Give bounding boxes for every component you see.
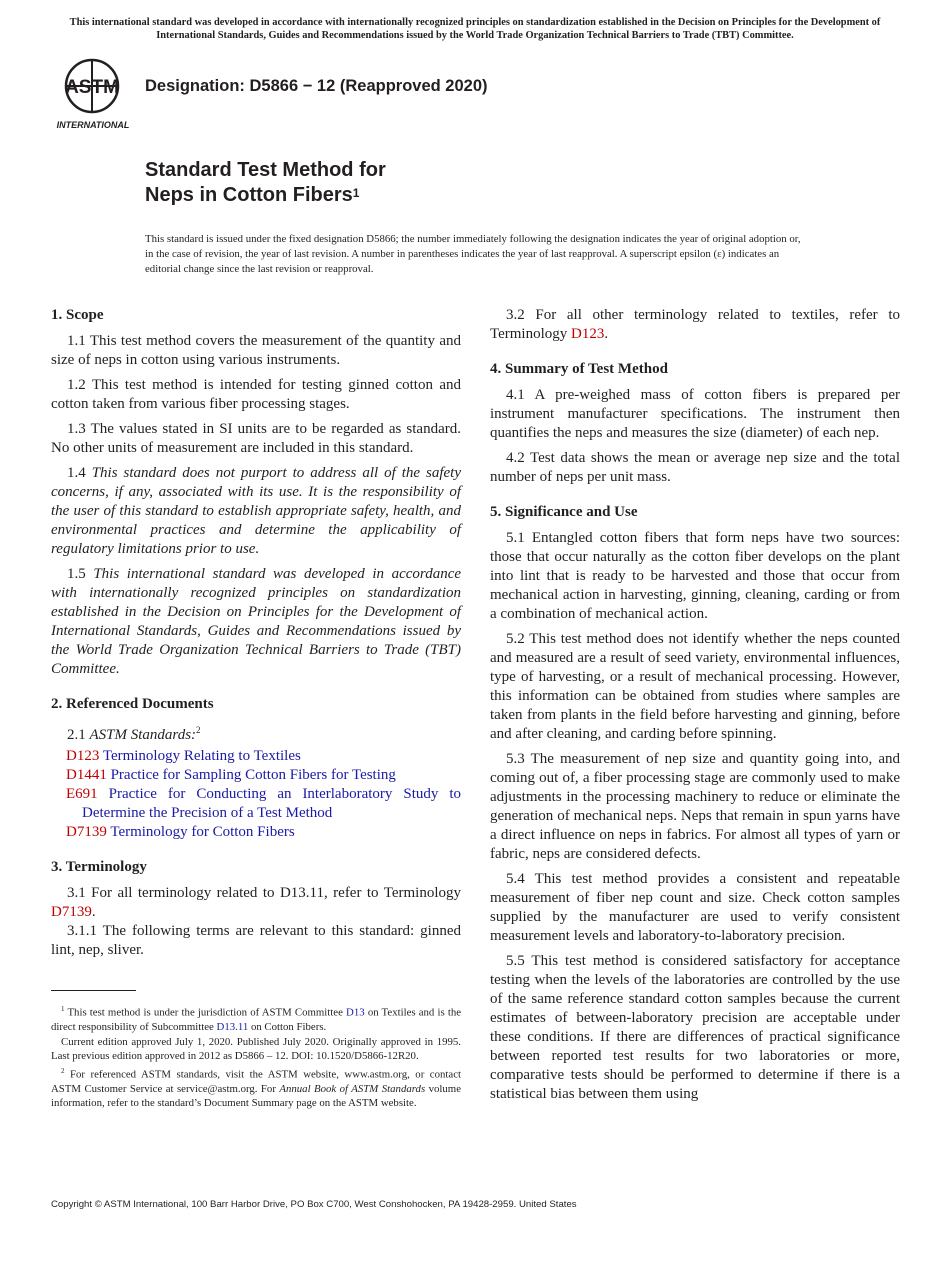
section-referenced-heading: 2. Referenced Documents (51, 696, 214, 712)
copyright-notice: Copyright © ASTM International, 100 Barr Harbor Drive, PO Box C700, West Conshohocken, PA 19428-2959. United States (51, 1199, 577, 1210)
document-title (145, 158, 386, 208)
footnote-divider (51, 990, 136, 991)
para-2-1-num: 2.1 (67, 727, 86, 743)
footnote-1-mark: 1 (61, 1005, 65, 1013)
title-line-2 (145, 183, 386, 208)
link-d123[interactable]: D123 (571, 326, 605, 342)
title-line-1: Standard Test Method for (145, 159, 386, 181)
para-1-4 (51, 464, 461, 559)
footnote-1-text-b: on Textiles and is the direct responsibility of Subcommittee (51, 1006, 462, 1034)
section-significance-heading: 5. Significance and Use (490, 504, 638, 520)
para-1-1: 1.1 This test method covers the measurement of the quantity and size of neps in cotton using various instruments. (51, 333, 461, 368)
para-5-3: 5.3 The measurement of nep size and quantity going into, and coming out of, a fiber processing stage are commonly used to make adjustments in the processing machinery to reduce or eliminate the generation of mechanical neps. Neps that remain in spun yarns have a direct influence on neps in fabrics. For almost all types of yarn or fabric, neps are considered defects. (490, 751, 900, 862)
link-d13-11[interactable]: D13.11 (216, 1021, 249, 1034)
footnote-1 (51, 1002, 461, 1035)
ref-title[interactable]: Terminology for Cotton Fibers (110, 824, 295, 840)
section-terminology-heading: 3. Terminology (51, 859, 147, 875)
para-2-1-sup: 2 (196, 725, 201, 735)
para-4-2: 4.2 Test data shows the mean or average nep size and the total number of neps per unit mass. (490, 450, 900, 485)
para-3-1-1: 3.1.1 The following terms are relevant to this standard: ginned lint, nep, sliver. (51, 923, 461, 958)
designation: Designation: D5866 − 12 (Reapproved 2020) (145, 77, 488, 95)
para-2-1-text: ASTM Standards: (89, 727, 197, 743)
para-1-3: 1.3 The values stated in SI units are to be regarded as standard. No other units of measurement are included in this standard. (51, 421, 461, 456)
ref-title[interactable]: Practice for Sampling Cotton Fibers for Testing (110, 767, 396, 783)
para-3-2: 3.2 For all other terminology related to textiles, refer to Terminology D123. (490, 307, 900, 342)
footnote-1-text-a: This test method is under the jurisdiction of ASTM Committee (67, 1006, 343, 1019)
ref-item[interactable] (51, 747, 461, 766)
footnotes (51, 1002, 461, 1111)
footnote-2-italic: Annual Book of ASTM Standards (279, 1082, 426, 1095)
para-5-2: 5.2 This test method does not identify whether the neps counted and measured are a result of seed variety, environmental influences, type of harvesting, or a result of mechanical processing. However, this information can be obtained from studies where samples are taken from plants in the field before harvesting and ginning, before and after cleaning, and carding before spinning. (490, 631, 900, 742)
link-d13[interactable]: D13 (346, 1006, 365, 1019)
para-1-2: 1.2 This test method is intended for testing ginned cotton and cotton taken from various fiber processing stages. (51, 377, 461, 412)
ref-item[interactable] (51, 766, 461, 785)
ref-title[interactable]: Practice for Conducting an Interlaboratory Study to Determine the Precision of a Test Method (82, 786, 461, 821)
ref-code[interactable]: D1441 (66, 767, 107, 783)
footnote-2 (51, 1064, 461, 1111)
title-footnote-mark: 1 (352, 186, 360, 200)
section-scope-heading: 1. Scope (51, 307, 104, 323)
para-1-4-text: This standard does not purport to address all of the safety concerns, if any, associated with its use. It is the responsibility of the user of this standard to establish appropriate safety, health, and environmental practices and determine the applicability of regulatory limitations prior to use. (51, 465, 462, 557)
logo-letters: ASTM (65, 77, 119, 98)
para-5-5: 5.5 This test method is considered satisfactory for acceptance testing when the levels of the laboratories are controlled by the use of the same reference standard cotton samples because the current estimates of between-laboratory precision are acceptable under these conditions. If there are differences of practical significance between reported test results for two laboratories or more, comparative tests should be performed to determine if there is a statistical bias between them using (490, 953, 900, 1102)
ref-code[interactable]: D7139 (66, 824, 107, 840)
left-column (51, 306, 461, 966)
para-2-1 (51, 721, 461, 745)
para-1-5-text: This international standard was developed in accordance with internationally recognized principles on standardization established in the Decision on Principles for the Development of International Standards, Guides and Recommendations issued by the World Trade Organization Technical Barriers to Trade (TBT) Committee. (51, 566, 462, 677)
para-4-1: 4.1 A pre-weighed mass of cotton fibers is prepared per instrument manufacturer specifications. The instrument then quantifies the neps and measures the size (diameter) of each nep. (490, 387, 900, 441)
para-3-2-text: 3.2 For all other terminology related to textiles, refer to Terminology (490, 307, 900, 342)
ref-code[interactable]: D123 (66, 748, 100, 764)
logo-label: INTERNATIONAL (56, 120, 130, 130)
para-1-5-num: 1.5 (67, 566, 86, 582)
footnote-2-mark: 2 (61, 1066, 65, 1075)
right-column (490, 306, 900, 1110)
para-5-1: 5.1 Entangled cotton fibers that form neps have two sources: those that occur naturally as the cotton fiber develops on the plant into lint that is ready to be harvested and those that occur from mechanical action in harvesting, ginning, cleaning, carding or from a combination of mechanical action. (490, 530, 900, 622)
ref-item[interactable] (51, 823, 461, 842)
section-summary-heading: 4. Summary of Test Method (490, 361, 668, 377)
footnote-1-edition: Current edition approved July 1, 2020. Published July 2020. Originally approved in 1995. Last previous edition approved in 2012 as D5866 – 12. DOI: 10.1520/D5866-12R20. (51, 1035, 461, 1063)
issued-note: This standard is issued under the fixed designation D5866; the number immediately following the designation indicates the year of original adoption or, in the case of revision, the year of last revision. A number in parentheses indicates the year of last reapproval. A superscript epsilon (ε) indicates an editorial change since the last revision or reapproval. (145, 233, 801, 275)
header-banner: This international standard was developed in accordance with internationally recognized principles on standardization established in the Decision on Principles for the Development of International Standards, Guides and Recommendations issued by the World Trade Organization Technical Barriers to Trade (TBT) Committee. (69, 17, 881, 41)
footnote-2-text-b: volume information, refer to the standard’s Document Summary page on the ASTM website. (51, 1082, 461, 1110)
title-text: Neps in Cotton Fibers (145, 184, 353, 206)
link-d7139[interactable]: D7139 (51, 904, 92, 920)
ref-code[interactable]: E691 (66, 786, 98, 802)
para-1-5 (51, 565, 461, 679)
astm-logo (52, 56, 134, 132)
footnote-2-text-a: For referenced ASTM standards, visit the ASTM website, www.astm.org, or contact ASTM Customer Service at service@astm.org. For (51, 1068, 461, 1095)
ref-title[interactable]: Terminology Relating to Textiles (102, 748, 301, 764)
para-5-4: 5.4 This test method provides a consistent and repeatable measurement of fiber nep count and size. Check cotton samples supplied by the manufacturer are used to verify consistent measurement levels and laboratory-to-laboratory precision. (490, 871, 900, 944)
ref-item[interactable] (51, 785, 461, 823)
footnote-1-text-c: on Cotton Fibers. (250, 1021, 327, 1034)
para-3-1: 3.1 For all terminology related to D13.11, refer to Terminology D7139. (51, 885, 461, 920)
para-3-1-text: 3.1 For all terminology related to D13.11, refer to Terminology (67, 885, 461, 901)
para-1-4-num: 1.4 (67, 465, 86, 481)
